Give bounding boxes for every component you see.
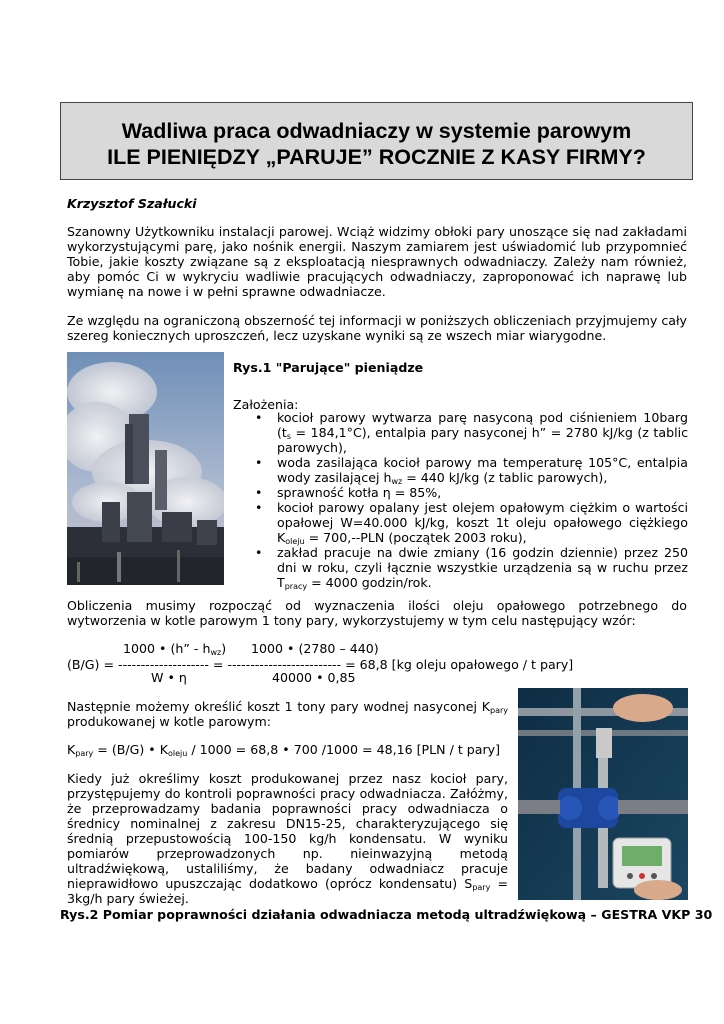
cost-paragraph: Następnie możemy określić koszt 1 tony pary wodnej nasyconej $K_{pary}$ produkowanej w kotle parowym: xyxy=(67,699,508,729)
formula-cost: $K_{pary} = (B/G)$ • $K_{oleju} / 1000 = 68,8$ • 700 /1000 = 48,16 [PLN / t pary] xyxy=(67,742,501,758)
title-line-1: Wadliwa praca odwadniaczy w systemie parowym xyxy=(121,119,632,143)
list-item: • woda zasilająca kocioł parowy ma temperaturę 105°C, entalpia wody zasilającej $h_{wz} = 440$ kJ/kg (z tablic parowych), xyxy=(255,455,688,485)
formula-main: (B/G) = -------------------- = ------------------------- = 68,8 [kg oleju opałowego / t pary] xyxy=(67,657,574,672)
list-item: • kocioł parowy opalany jest olejem opałowym ciężkim o wartości opałowej W=40.000 kJ/kg, koszt 1t oleju opałowego ciężkiego $K_{oleju} = 700,--PLN$ (początek 2003 roku), xyxy=(255,500,688,545)
steam-plant-photo xyxy=(67,352,224,585)
list-item: • kocioł parowy wytwarza parę nasyconą pod ciśnieniem 10barg $(t_s = 184,1^\circ C)$, entalpia pary nasyconej h” = 2780 kJ/kg (z tablic parowych), xyxy=(255,410,688,455)
title-box xyxy=(60,102,693,180)
formula-denominator-1: W • η xyxy=(151,670,187,685)
ultrasonic-measurement-photo xyxy=(518,688,688,900)
intro-paragraph-1: Szanowny Użytkowniku instalacji parowej. Wciąż widzimy obłoki pary unoszące się nad zakładami wykorzystującymi parę, jako nośnik energii. Naszym zamiarem jest uświadomić lub przypomnieć Tobie, jakie koszty związane są z eksploatacją niesprawnych odwadniaczy. Zależy nam również, aby pomóc Ci w wykryciu wadliwie pracujących odwadniaczy, zaproponować ich naprawę lub wymianę na nowe i w pełni sprawne odwadniacze. xyxy=(67,224,687,299)
author: Krzysztof Szałucki xyxy=(67,196,197,211)
trap-test-paragraph: Kiedy już określimy koszt produkowanej przez nasz kocioł pary, przystępujemy do kontroli poprawności pracy odwadniacza. Załóżmy, że przeprowadzamy badania poprawności pracy odwadniacza o średnicy nominalnej z zakresu DN15-25, charakteryzującego się średnią przepustowością 100-150 kg/h kondensatu. W wyniku pomiarów przeprowadzonych np. nieinwazyjną metodą ultradźwiękową, ustaliliśmy, że badany odwadniacz pracuje nieprawidłowo upuszczając dodatkowo (oprócz kondensatu) $S_{pary} = 3kg/h$ pary świeżej. xyxy=(67,771,508,906)
formula-numerator-1: 1000 • (h” - $h_{wz}$) xyxy=(123,641,227,657)
figure-2-caption: Rys.2 Pomiar poprawności działania odwadniacza metodą ultradźwiękową – GESTRA VKP 30 xyxy=(60,907,713,922)
formula-numerator-2: 1000 • (2780 – 440) xyxy=(251,641,379,656)
figure-1-caption: Rys.1 "Parujące" pieniądze xyxy=(233,360,424,375)
assumptions-list xyxy=(255,410,688,590)
intro-paragraph-2: Ze względu na ograniczoną obszerność tej informacji w poniższych obliczeniach przyjmujemy cały szereg koniecznych uproszczeń, lecz uzyskane wyniki są ze wszech miar wiarygodne. xyxy=(67,313,687,343)
list-item: • zakład pracuje na dwie zmiany (16 godzin dziennie) przez 250 dni w roku, czyli łącznie wszystkie urządzenia są w ruchu przez $T_{pracy} = 4000$ godzin/rok. xyxy=(255,545,688,590)
formula-denominator-2: 40000 • 0,85 xyxy=(272,670,356,685)
list-item: • sprawność kotła η = 85%, xyxy=(255,485,688,500)
title-line-2: ILE PIENIĘDZY „PARUJE” ROCZNIE Z KASY FIRMY? xyxy=(107,145,646,169)
calc-paragraph: Obliczenia musimy rozpocząć od wyznaczenia ilości oleju opałowego potrzebnego do wytworzenia w kotle parowym 1 tony pary, wykorzystujemy w tym celu następujący wzór: xyxy=(67,598,687,628)
assumptions-label: Założenia: xyxy=(233,397,299,412)
